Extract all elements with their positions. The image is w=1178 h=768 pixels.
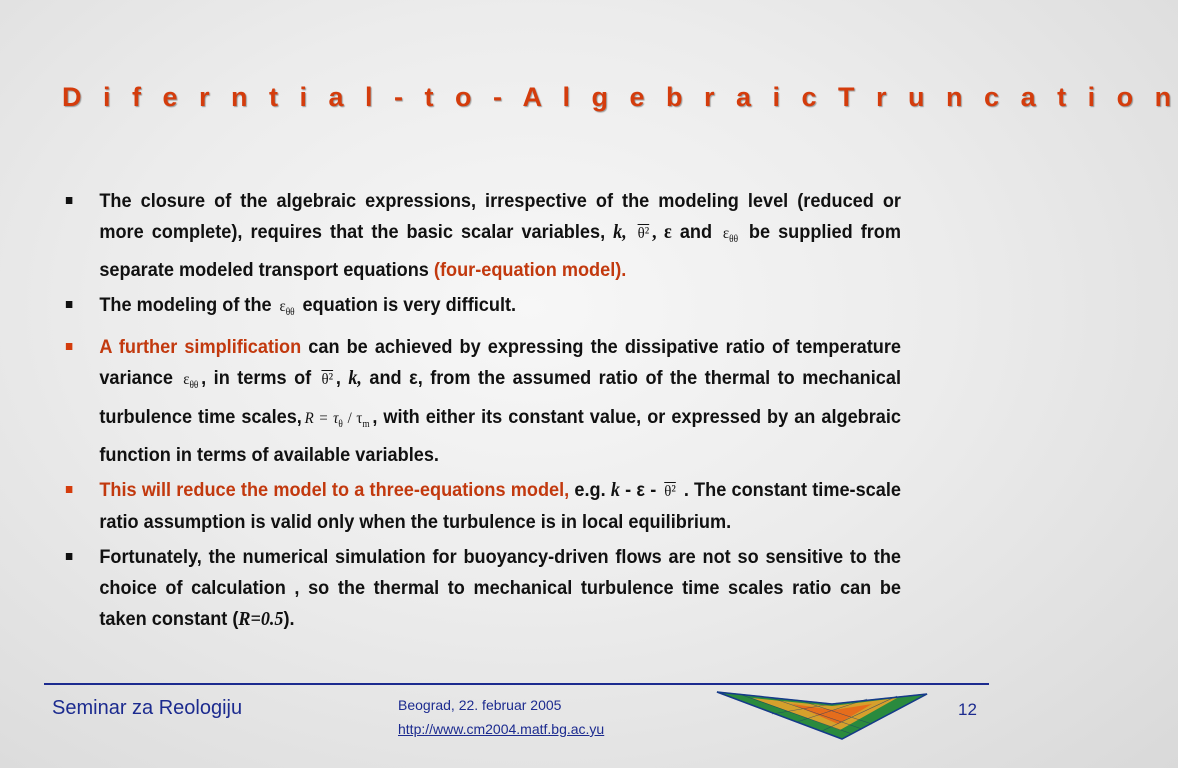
bullet-item-three-equations <box>64 475 901 538</box>
bullet-text: equation is very difficult. <box>297 294 517 317</box>
math-k: k <box>610 479 620 501</box>
footer-date: Beograd, 22. februar 2005 <box>398 697 562 713</box>
math-epsilon-theta: $\varepsilon_{\theta\theta}$ <box>279 298 295 319</box>
math-epsilon-theta: $\varepsilon_{\theta\theta}$ <box>183 371 199 392</box>
math-theta-squared: θ² <box>664 482 676 500</box>
surface-mesh-logo <box>712 684 942 744</box>
bullet-text: - ε - <box>619 478 662 501</box>
bullet-item-closure <box>64 186 901 286</box>
bullet-text: , with either its constant value, or expressed by an algebraic function in terms of available variables. <box>99 405 902 466</box>
bullet-item-simplification <box>64 332 901 470</box>
math-epsilon: , ε <box>651 222 672 243</box>
math-theta-squared: θ² <box>637 225 650 242</box>
bullet-item-modeling <box>64 290 901 328</box>
footer-seminar-name: Seminar za Reologiju <box>52 697 243 719</box>
bullet-text: . The constant time-scale ratio assumption is valid only when the turbulence is in local equilibrium. <box>99 478 901 533</box>
math-k: k, <box>613 222 627 243</box>
math-time-scale-ratio: $R = \tau_\theta / \tau_m$ <box>304 409 370 430</box>
bullet-highlight: This will reduce the model to a three-equations model, <box>99 478 570 501</box>
bullet-text: ). <box>283 607 295 630</box>
bullet-item-numerical-simulation <box>64 542 901 635</box>
math-k: k, <box>348 368 362 390</box>
footer-url-link[interactable]: http://www.cm2004.matf.bg.ac.yu <box>398 721 605 737</box>
bullet-text: can be achieved by expressing the dissipative ratio of temperature variance <box>99 336 901 390</box>
page-number: 12 <box>958 700 977 719</box>
slide-title: D i f e r n t i a l - t o - A l g e b r a i c T r u n c a t i o n <box>62 82 1178 112</box>
bullet-text: be supplied from separate modeled transport equations <box>99 221 901 282</box>
math-theta-squared: θ² <box>321 371 334 389</box>
bullet-text: , <box>335 367 349 390</box>
bullet-text: The modeling of the <box>99 294 277 317</box>
bullet-text: The closure of the algebraic expressions, irrespective of the modeling level (reduced or more complete), requires that the basic scalar variables, <box>99 190 902 243</box>
bullet-text: , in terms of <box>201 367 319 390</box>
math-r-value: R=0.5 <box>238 608 284 630</box>
math-epsilon-theta: $\varepsilon_{\theta\theta}$ <box>722 225 739 246</box>
bullet-highlight: A further simplification <box>99 336 302 359</box>
bullet-text: e.g. <box>569 478 611 501</box>
bullet-list <box>64 186 901 639</box>
bullet-text: and ε, from the assumed ratio of the thermal to mechanical turbulence time scales, <box>99 367 902 428</box>
bullet-text: and <box>671 221 721 243</box>
bullet-text: Fortunately, the numerical simulation for buoyancy-driven flows are not so sensitive to the choice of calculation , so the thermal to mechanical turbulence time scales ratio can be taken constant ( <box>99 545 902 630</box>
bullet-highlight: (four-equation model). <box>433 259 627 282</box>
